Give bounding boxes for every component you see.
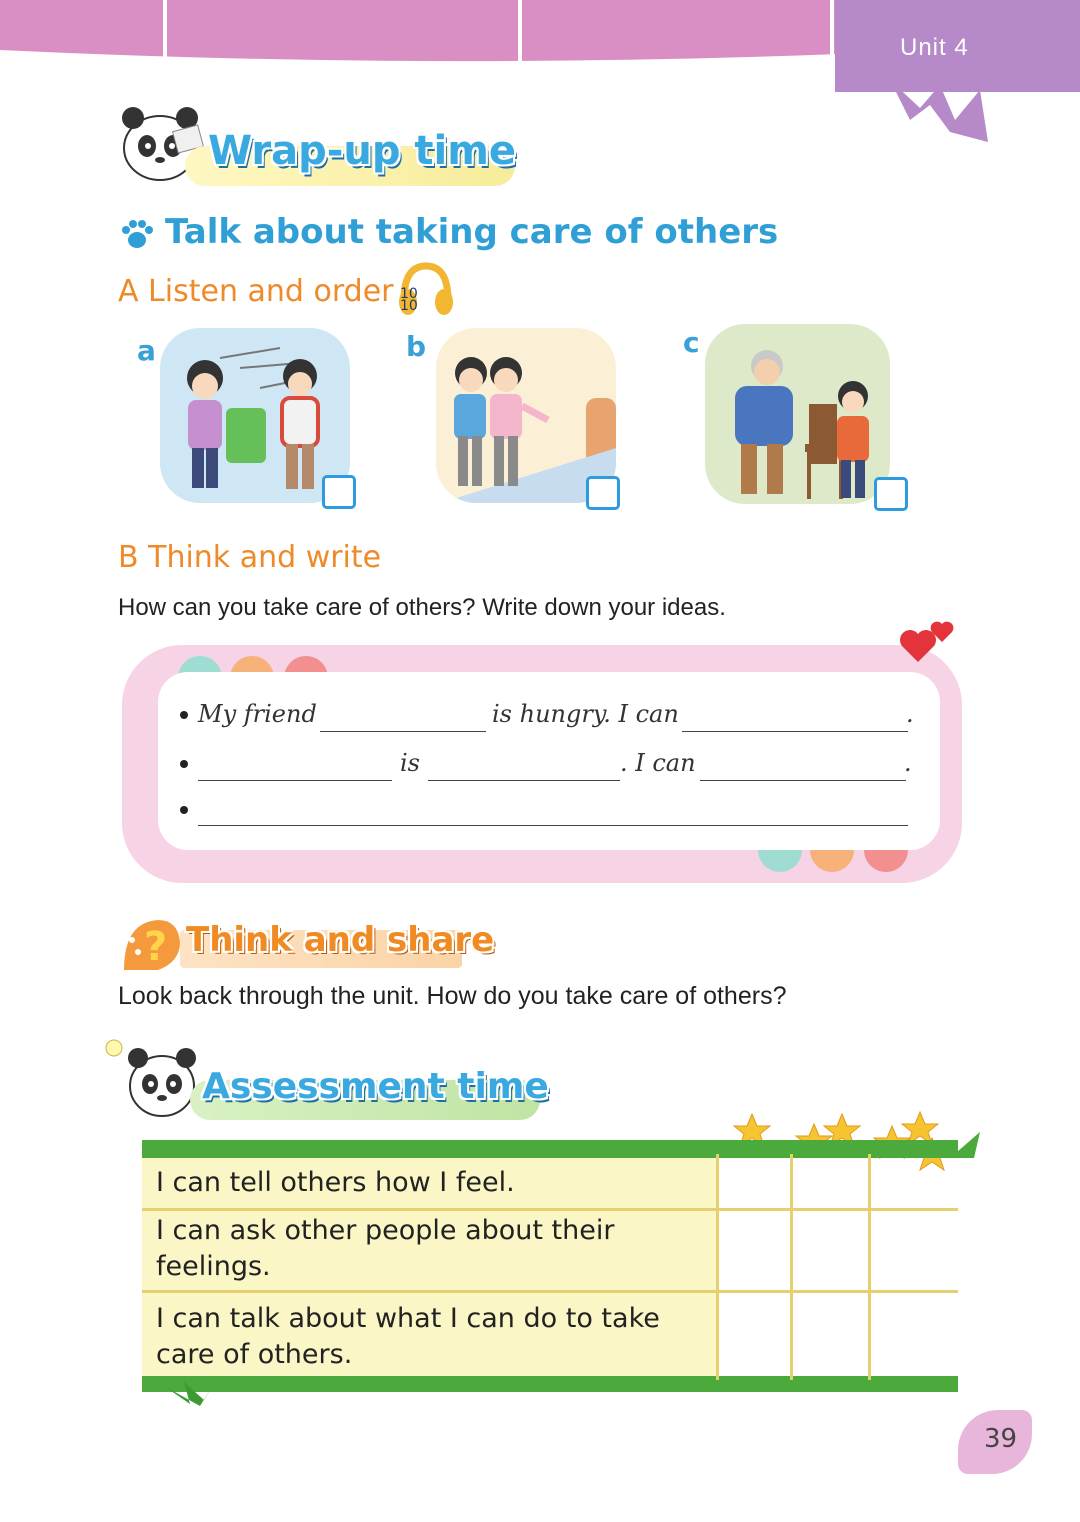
section-b-instruction: How can you take care of others? Write down your ideas.: [118, 594, 726, 621]
writing-area: [158, 672, 940, 850]
bullet: [180, 711, 188, 719]
assessment-row-3-line2: care of others.: [156, 1339, 353, 1370]
assessment-row-2-line2: feelings.: [156, 1251, 271, 1282]
assessment-row-1: I can tell others how I feel.: [156, 1167, 515, 1198]
assessment-row-2-line1: I can ask other people about their: [156, 1215, 615, 1246]
table-col-divider: [790, 1154, 793, 1380]
rating-cell[interactable]: [872, 1160, 956, 1208]
page-number: 39: [984, 1424, 1018, 1454]
order-checkbox-b[interactable]: [586, 476, 620, 510]
table-bottom-stripe: [142, 1376, 958, 1392]
picture-c-illustration: [705, 324, 890, 504]
line1-end: .: [906, 700, 914, 728]
assessment-title: Assessment time: [202, 1066, 549, 1107]
blank-field[interactable]: [198, 780, 392, 781]
section-a-title: A Listen and order: [118, 274, 394, 309]
table-row-divider: [142, 1290, 958, 1293]
line2-part2: . I can: [620, 749, 696, 777]
topic-title: Talk about taking care of others: [165, 212, 779, 252]
order-checkbox-a[interactable]: [322, 475, 356, 509]
blank-field[interactable]: [320, 731, 486, 732]
think-share-title: Think and share: [186, 920, 495, 960]
audio-track-number: 10: [400, 286, 418, 302]
question-mark-icon: [118, 912, 184, 974]
rating-cell[interactable]: [720, 1212, 790, 1290]
picture-a-illustration: [160, 328, 350, 503]
leaf-decoration: [160, 1378, 220, 1408]
rating-cell[interactable]: [872, 1294, 956, 1374]
table-col-divider: [716, 1154, 719, 1380]
rating-cell[interactable]: [720, 1294, 790, 1374]
section-b-title: B Think and write: [118, 540, 382, 575]
rating-cell[interactable]: [720, 1160, 790, 1208]
banner-divider: [163, 0, 167, 66]
picture-c-letter: c: [683, 326, 700, 359]
unit-label: Unit 4: [900, 34, 969, 61]
picture-a-letter: a: [137, 334, 156, 367]
rating-cell[interactable]: [794, 1294, 868, 1374]
think-share-text: Look back through the unit. How do you take care of others?: [118, 982, 787, 1010]
panda-lightbulb-icon: [100, 1034, 200, 1124]
unit-tab-leaf: [880, 80, 1000, 150]
banner-divider: [830, 0, 834, 66]
picture-b-letter: b: [406, 330, 427, 363]
bullet: [180, 806, 188, 814]
paw-icon: [120, 218, 154, 250]
line1-part1: My friend: [198, 700, 317, 728]
line2-part1: is: [400, 749, 420, 777]
svg-text:?: ?: [144, 924, 168, 970]
blank-field[interactable]: [198, 825, 908, 826]
table-top-stripe: [142, 1140, 958, 1158]
bullet: [180, 760, 188, 768]
table-row-divider: [142, 1208, 958, 1211]
svg-text:10: 10: [400, 298, 418, 314]
blank-field[interactable]: [700, 780, 906, 781]
assessment-row-3-line1: I can talk about what I can do to take: [156, 1303, 660, 1334]
assessment-table: [142, 1140, 958, 1392]
line2-end: .: [904, 749, 912, 777]
hearts-icon: [898, 618, 958, 666]
picture-a: [160, 328, 350, 503]
banner-curve: [0, 40, 840, 70]
blank-field[interactable]: [682, 731, 908, 732]
rating-cell[interactable]: [872, 1212, 956, 1290]
rating-cell[interactable]: [794, 1212, 868, 1290]
rating-cell[interactable]: [794, 1160, 868, 1208]
order-checkbox-c[interactable]: [874, 477, 908, 511]
banner-divider: [518, 0, 522, 66]
wrapup-title: Wrap-up time: [208, 128, 517, 174]
table-col-divider: [868, 1154, 871, 1380]
blank-field[interactable]: [428, 780, 620, 781]
picture-c: [705, 324, 890, 504]
line1-part2: is hungry. I can: [492, 700, 679, 728]
